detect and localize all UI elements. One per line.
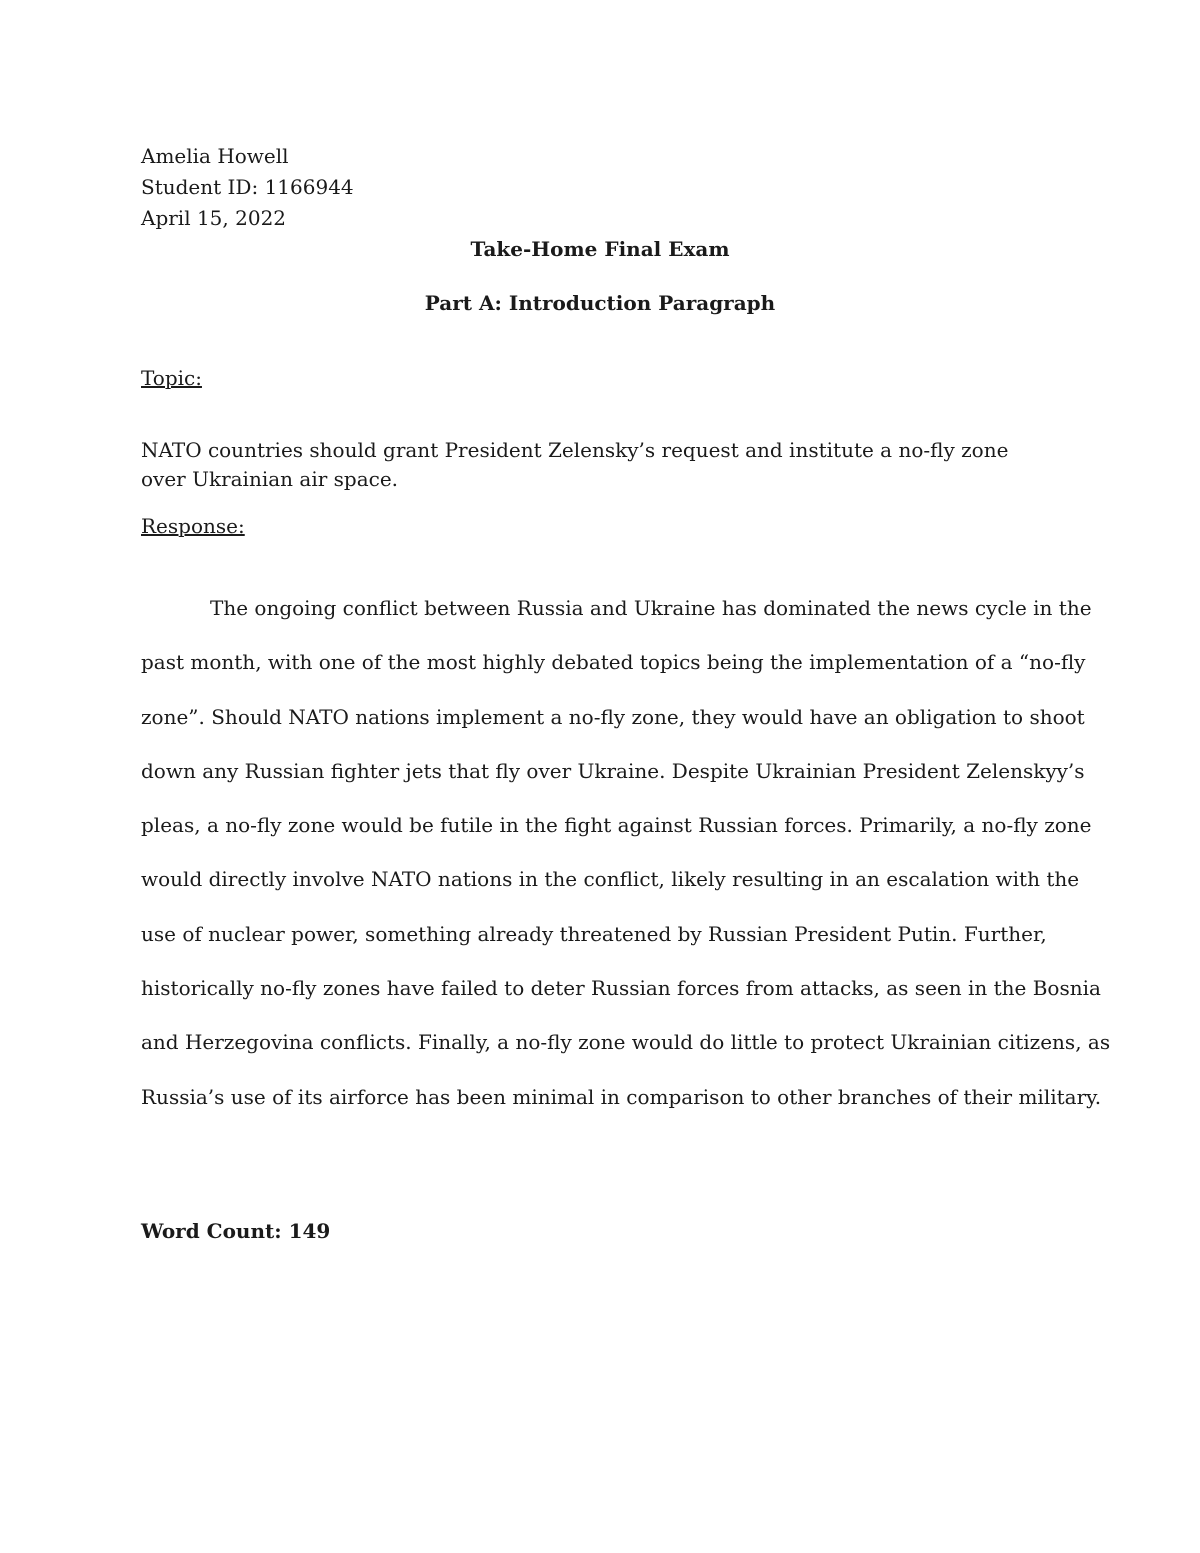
topic-text: NATO countries should grant President Zelensky’s request and institute a no-fly zone over Ukrainian air space.: [141, 438, 1009, 491]
topic-label: Topic:: [141, 366, 202, 390]
document-subtitle: Part A: Introduction Paragraph: [424, 291, 776, 315]
paragraph-line: Russia’s use of its airforce has been minimal in comparison to other branches of their military.: [141, 1084, 1102, 1109]
word-count: Word Count: 149: [141, 1219, 331, 1243]
paragraph-line: down any Russian fighter jets that fly over Ukraine. Despite Ukrainian President Zelenskyy’s: [141, 758, 1085, 783]
response-label: Response:: [141, 514, 245, 538]
paragraph-line: historically no-fly zones have failed to deter Russian forces from attacks, as seen in the Bosnia: [141, 976, 1101, 1001]
response-paragraph: [141, 581, 1111, 1124]
paragraph-line: use of nuclear power, something already threatened by Russian President Putin. Further,: [141, 921, 1047, 946]
student-id: Student ID: 1166944: [141, 175, 354, 199]
paragraph-line: pleas, a no-fly zone would be futile in the fight against Russian forces. Primarily, a no-fly zone: [141, 813, 1092, 838]
paragraph-line: The ongoing conflict between Russia and Ukraine has dominated the news cycle in the: [210, 596, 1092, 620]
paragraph-line: past month, with one of the most highly debated topics being the implementation of a “no-fly: [141, 650, 1086, 675]
paragraph-line: and Herzegovina conflicts. Finally, a no-fly zone would do little to protect Ukrainian citizens, as: [141, 1030, 1111, 1055]
author-name: Amelia Howell: [141, 144, 289, 168]
paragraph-line: would directly involve NATO nations in the conflict, likely resulting in an escalation with the: [141, 867, 1080, 892]
document-title: Take-Home Final Exam: [470, 237, 730, 261]
paragraph-line: zone”. Should NATO nations implement a no-fly zone, they would have an obligation to shoot: [141, 704, 1085, 729]
document-date: April 15, 2022: [141, 206, 287, 230]
